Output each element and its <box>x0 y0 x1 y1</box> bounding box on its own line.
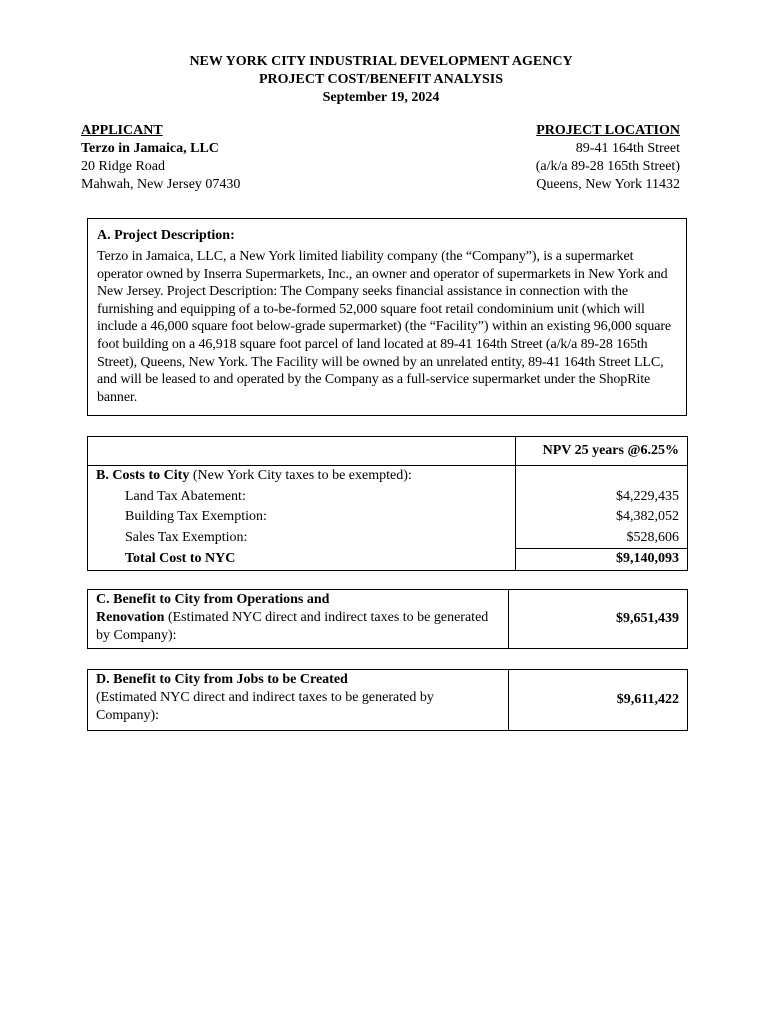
agency-name: NEW YORK CITY INDUSTRIAL DEVELOPMENT AGENCY <box>189 54 573 69</box>
location-block <box>536 122 680 194</box>
total-label: Total Cost to NYC <box>88 549 516 571</box>
applicant-block <box>81 122 240 194</box>
document-date: September 19, 2024 <box>322 90 440 105</box>
applicant-name: Terzo in Jamaica, LLC <box>81 141 219 156</box>
total-row <box>88 549 688 571</box>
project-description-title: A. Project Description: <box>97 228 235 243</box>
benefit-operations-label <box>88 590 509 649</box>
cost-value: $528,606 <box>626 529 679 545</box>
document-title: PROJECT COST/BENEFIT ANALYSIS <box>258 72 504 87</box>
cost-value: $4,229,435 <box>616 488 679 504</box>
costs-to-city-table <box>87 436 688 571</box>
costs-title-bold: B. Costs to City <box>96 468 190 483</box>
benefit-jobs-table <box>87 669 688 731</box>
costs-title <box>88 466 516 487</box>
location-line2: (a/k/a 89-28 165th Street) <box>535 159 680 174</box>
location-line3: Queens, New York 11432 <box>536 177 680 192</box>
benefit-operations-title-line2: Renovation <box>96 610 165 625</box>
benefit-jobs-value: $9,611,422 <box>616 692 679 707</box>
location-label: PROJECT LOCATION <box>536 123 680 138</box>
location-line1: 89-41 164th Street <box>575 141 680 156</box>
benefit-jobs-label <box>88 670 509 731</box>
npv-header: NPV 25 years @6.25% <box>542 443 679 458</box>
cost-row <box>88 507 688 528</box>
cost-label: Building Tax Exemption: <box>88 507 516 528</box>
benefit-operations-table <box>87 589 688 649</box>
cost-value: $4,382,052 <box>616 509 679 524</box>
benefit-jobs-desc: (Estimated NYC direct and indirect taxes to be generated by Company): <box>96 690 434 723</box>
project-description-text: Terzo in Jamaica, LLC, a New York limited liability company (the “Company”), is a supermarket operator owned by Inserra Supermarkets, Inc., an owner and operator of supermarkets in New York and New Jersey. Project Description: The Company seeks financial assistance in connection with the furnishing and equipping of a to-be-formed 52,000 square foot retail condominium unit (which will include a 46,000 square foot below-grade supermarket) (the “Facility”) within an existing 96,000 square foot building on a 46,918 square foot parcel of land located at 89-41 164th Street (a/k/a 89-28 165th Street), Queens, New York. The Facility will be owned by an unrelated entity, 89-41 164th Street LLC, and will be leased to and operated by the Company as a full-service supermarket under the ShopRite banner. <box>97 249 672 405</box>
cost-row <box>88 487 688 508</box>
document-header <box>0 53 762 107</box>
project-description-box <box>87 218 687 416</box>
costs-subtitle: (New York City taxes to be exempted): <box>189 468 412 483</box>
benefit-operations-title-line1: C. Benefit to City from Operations and <box>96 592 330 607</box>
applicant-label: APPLICANT <box>81 123 163 138</box>
cost-row <box>88 528 688 549</box>
applicant-address-line2: Mahwah, New Jersey 07430 <box>81 177 241 192</box>
benefit-operations-desc: (Estimated NYC direct and indirect taxes to be generated by Company): <box>96 610 489 643</box>
cost-label: Land Tax Abatement: <box>88 487 516 508</box>
total-value: $9,140,093 <box>515 549 687 571</box>
cost-label: Sales Tax Exemption: <box>88 528 516 549</box>
benefit-operations-value: $9,651,439 <box>616 611 679 626</box>
benefit-jobs-title: D. Benefit to City from Jobs to be Created <box>96 672 348 687</box>
applicant-address-line1: 20 Ridge Road <box>81 159 165 174</box>
